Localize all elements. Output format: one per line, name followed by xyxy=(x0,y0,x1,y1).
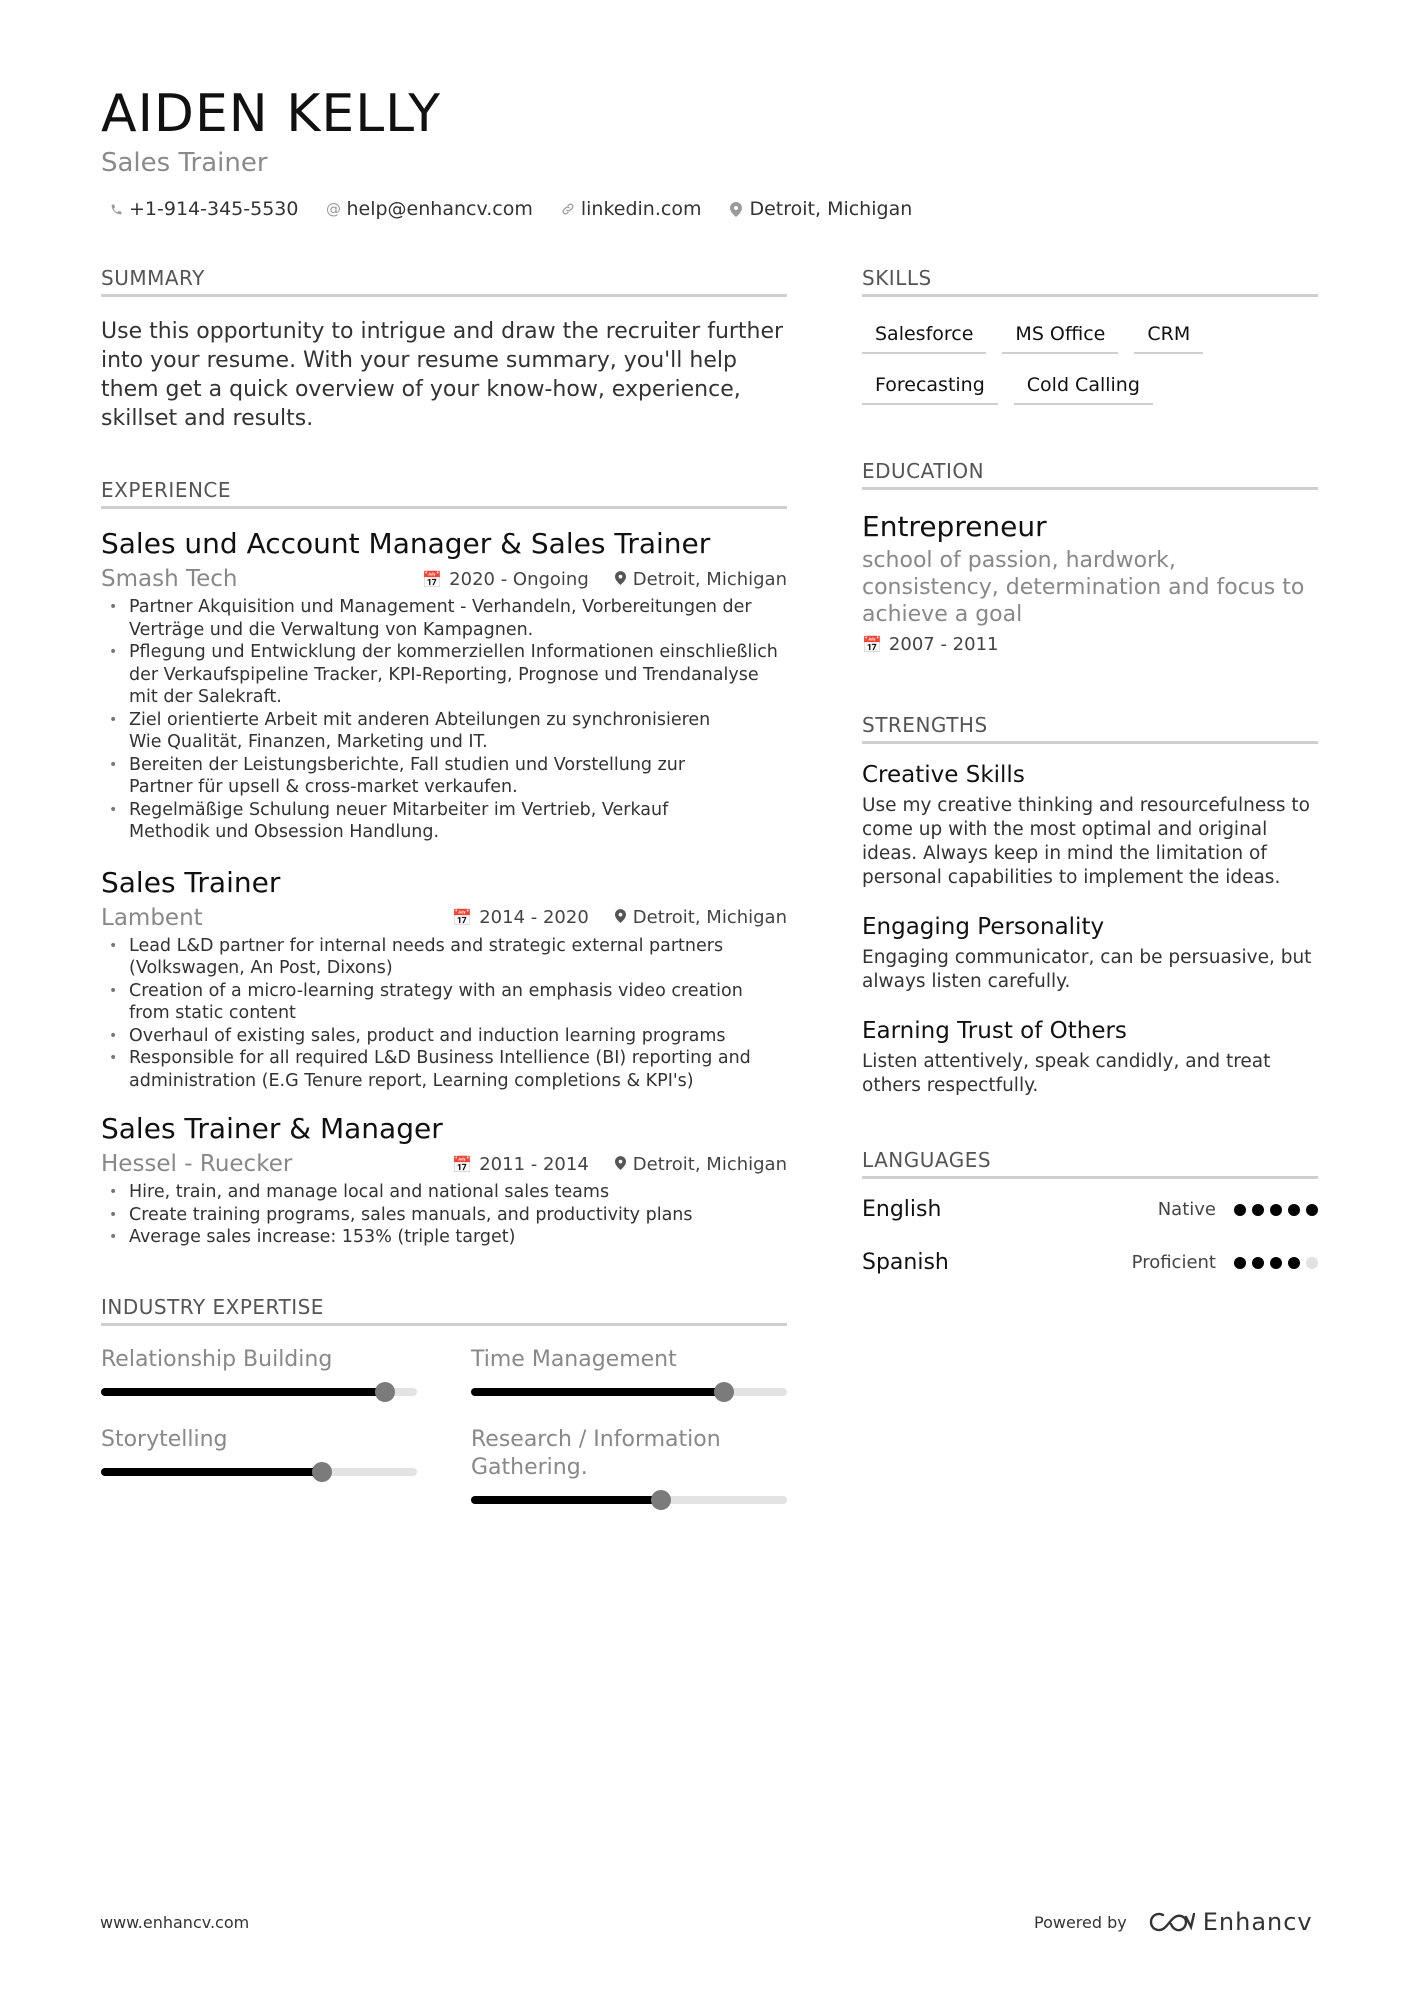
location-pin-icon xyxy=(615,1155,626,1174)
education-dates xyxy=(862,634,1318,655)
experience-entry xyxy=(101,527,787,844)
job-location xyxy=(615,907,787,928)
candidate-name: AIDEN KELLY xyxy=(101,84,441,144)
strength-description: Use my creative thinking and resourcefulness to come up with the most optimal and original ideas. Always keep in mind the limitation of personal capabilities to implement the ideas. xyxy=(862,795,1310,888)
footer-website[interactable]: www.enhancv.com xyxy=(100,1913,250,1932)
skill-tag: CRM xyxy=(1134,319,1203,354)
summary-text: Use this opportunity to intrigue and draw the recruiter further into your resume. With your resume summary, you'll help them get a quick overview of your know-how, experience, skillset and results. xyxy=(101,319,784,431)
location-pin-icon xyxy=(729,202,743,217)
language-item xyxy=(862,1250,1318,1275)
job-bullet: • Lead L&D partner for internal needs and strategic external partners (Volkswagen, An Post, Dixons) xyxy=(101,935,787,980)
expertise-bar xyxy=(471,1388,787,1396)
expertise-bar-knob xyxy=(714,1382,734,1402)
footer-branding xyxy=(1034,1908,1313,1936)
job-bullets xyxy=(101,596,787,844)
skill-tag: Salesforce xyxy=(862,319,986,354)
job-dates xyxy=(422,569,589,590)
enhancv-logo-icon xyxy=(1149,1911,1195,1933)
powered-by-label: Powered by xyxy=(1034,1912,1127,1932)
language-dot-filled xyxy=(1288,1204,1300,1216)
expertise-bar-fill xyxy=(101,1388,385,1396)
job-bullet: • Pflegung und Entwicklung der kommerziellen Informationen einschließlich der Verkaufspipeline Tracker, KPI-Reporting, Prognose und Trendanalyse mit der Salekraft. xyxy=(101,641,787,709)
education-degree: Entrepreneur xyxy=(862,510,1047,543)
location-pin-icon xyxy=(615,908,626,927)
contact-email-text: help@enhancv.com xyxy=(346,198,533,220)
education-heading: EDUCATION xyxy=(862,459,1318,490)
job-dates-text: 2011 - 2014 xyxy=(479,1153,589,1175)
languages-heading: LANGUAGES xyxy=(862,1148,1318,1179)
job-bullet: • Regelmäßige Schulung neuer Mitarbeiter im Vertrieb, Verkauf Methodik und Obsession Handlung. xyxy=(101,799,787,844)
industry-expertise-heading: INDUSTRY EXPERTISE xyxy=(101,1295,787,1326)
strengths-heading: STRENGTHS xyxy=(862,713,1318,744)
skills-section xyxy=(862,266,1318,405)
strength-description: Engaging communicator, can be persuasive, but always listen carefully. xyxy=(862,947,1312,992)
job-title: Sales Trainer xyxy=(101,865,281,899)
strength-item xyxy=(862,1018,1318,1098)
job-bullet: • Bereiten der Leistungsberichte, Fall studien und Vorstellung zur Partner für upsell & cross-market verkaufen. xyxy=(101,754,787,799)
summary-section xyxy=(101,266,787,433)
language-dot-empty xyxy=(1306,1257,1318,1269)
brand-name: Enhancv xyxy=(1202,1908,1313,1936)
language-level: Proficient xyxy=(1131,1252,1216,1273)
skill-tag: Cold Calling xyxy=(1014,370,1153,405)
education-school: school of passion, hardwork, consistency, determination and focus to achieve a goal xyxy=(862,548,1305,627)
job-dates-text: 2020 - Ongoing xyxy=(449,568,589,590)
calendar-icon: 📅 xyxy=(422,569,443,589)
job-location-text: Detroit, Michigan xyxy=(632,1153,787,1175)
education-section xyxy=(862,459,1318,655)
experience-section xyxy=(101,478,787,1249)
expertise-label: Storytelling xyxy=(101,1426,228,1452)
job-dates xyxy=(452,907,588,928)
contact-linkedin-text: linkedin.com xyxy=(580,198,702,220)
job-location xyxy=(615,1154,787,1175)
skill-tag: MS Office xyxy=(1002,319,1118,354)
expertise-item xyxy=(471,1346,787,1396)
languages-section xyxy=(862,1148,1318,1275)
strength-description: Listen attentively, speak candidly, and treat others respectfully. xyxy=(862,1051,1271,1096)
expertise-bar xyxy=(471,1496,787,1504)
job-bullets xyxy=(101,1181,787,1249)
link-icon xyxy=(561,202,575,216)
job-bullet: • Create training programs, sales manuals, and productivity plans xyxy=(101,1204,787,1227)
contact-phone[interactable] xyxy=(109,198,298,220)
expertise-item xyxy=(101,1346,417,1396)
job-bullet: • Ziel orientierte Arbeit mit anderen Abteilungen zu synchronisieren Wie Qualität, Finanzen, Marketing und IT. xyxy=(101,709,787,754)
job-title: Sales Trainer & Manager xyxy=(101,1112,443,1145)
strength-title: Earning Trust of Others xyxy=(862,1018,1127,1044)
job-dates xyxy=(452,1154,588,1175)
job-location-text: Detroit, Michigan xyxy=(632,568,787,590)
language-dots xyxy=(1234,1204,1318,1216)
location-pin-icon xyxy=(615,570,626,589)
job-bullet: • Overhaul of existing sales, product and induction learning programs xyxy=(101,1025,787,1048)
language-name: Spanish xyxy=(862,1250,949,1275)
language-name: English xyxy=(862,1197,942,1222)
expertise-label: Time Management xyxy=(471,1346,677,1372)
expertise-bar xyxy=(101,1388,417,1396)
contact-email[interactable] xyxy=(326,198,532,220)
language-dot-filled xyxy=(1252,1204,1264,1216)
calendar-icon: 📅 xyxy=(452,1154,473,1174)
expertise-bar-knob xyxy=(651,1490,671,1510)
strength-title: Creative Skills xyxy=(862,762,1025,788)
strength-item xyxy=(862,762,1318,890)
left-column xyxy=(101,266,787,1504)
strengths-section xyxy=(862,713,1318,1098)
education-dates-text: 2007 - 2011 xyxy=(888,634,999,655)
contact-bar xyxy=(109,198,912,220)
right-column xyxy=(862,266,1318,1275)
phone-icon xyxy=(109,203,123,216)
job-bullet: • Average sales increase: 153% (triple target) xyxy=(101,1226,787,1249)
language-dot-filled xyxy=(1270,1204,1282,1216)
job-company: Smash Tech xyxy=(101,566,238,592)
expertise-item xyxy=(471,1426,787,1504)
language-item xyxy=(862,1197,1318,1222)
job-company: Lambent xyxy=(101,904,203,931)
job-location xyxy=(615,569,787,590)
job-bullet: • Creation of a micro-learning strategy with an emphasis video creation from static content xyxy=(101,980,787,1025)
expertise-bar-fill xyxy=(101,1468,322,1476)
expertise-bar-fill xyxy=(471,1496,661,1504)
job-dates-text: 2014 - 2020 xyxy=(479,907,589,928)
language-dot-filled xyxy=(1252,1257,1264,1269)
calendar-icon: 📅 xyxy=(862,635,882,654)
expertise-bar xyxy=(101,1468,417,1476)
contact-phone-text: +1-914-345-5530 xyxy=(129,198,299,220)
experience-entry xyxy=(101,866,787,1093)
candidate-role: Sales Trainer xyxy=(101,148,268,178)
strength-title: Engaging Personality xyxy=(862,914,1105,940)
job-bullet: • Partner Akquisition und Management - Verhandeln, Vorbereitungen der Verträge und die Verwaltung von Kampagnen. xyxy=(101,596,787,641)
calendar-icon: 📅 xyxy=(452,908,473,927)
experience-entry xyxy=(101,1112,787,1249)
summary-heading: SUMMARY xyxy=(101,266,787,297)
language-dot-filled xyxy=(1288,1257,1300,1269)
skill-tag: Forecasting xyxy=(862,370,998,405)
contact-location-text: Detroit, Michigan xyxy=(749,198,913,220)
expertise-item xyxy=(101,1426,417,1504)
language-dot-filled xyxy=(1234,1204,1246,1216)
brand-logo[interactable] xyxy=(1149,1908,1313,1936)
job-bullet: • Responsible for all required L&D Business Intellience (BI) reporting and administration (E.G Tenure report, Learning completions & KPI's) xyxy=(101,1047,787,1092)
language-dots xyxy=(1234,1257,1318,1269)
strength-item xyxy=(862,914,1318,994)
job-bullet: • Hire, train, and manage local and national sales teams xyxy=(101,1181,787,1204)
language-dot-filled xyxy=(1270,1257,1282,1269)
job-company: Hessel - Ruecker xyxy=(101,1151,293,1177)
language-dot-filled xyxy=(1306,1204,1318,1216)
expertise-bar-knob xyxy=(312,1462,332,1482)
skills-heading: SKILLS xyxy=(862,266,1318,297)
contact-location xyxy=(729,198,912,220)
industry-expertise-section xyxy=(101,1295,787,1504)
at-icon: @ xyxy=(325,200,341,218)
expertise-bar-knob xyxy=(375,1382,395,1402)
expertise-bar-fill xyxy=(471,1388,724,1396)
job-location-text: Detroit, Michigan xyxy=(632,907,787,928)
experience-heading: EXPERIENCE xyxy=(101,478,787,509)
contact-linkedin[interactable] xyxy=(561,198,702,220)
language-dot-filled xyxy=(1234,1257,1246,1269)
job-title: Sales und Account Manager & Sales Trainer xyxy=(101,527,711,560)
job-bullets xyxy=(101,935,787,1093)
expertise-label: Research / Information Gathering. xyxy=(471,1426,721,1480)
expertise-label: Relationship Building xyxy=(101,1346,333,1372)
language-level: Native xyxy=(1157,1199,1216,1220)
